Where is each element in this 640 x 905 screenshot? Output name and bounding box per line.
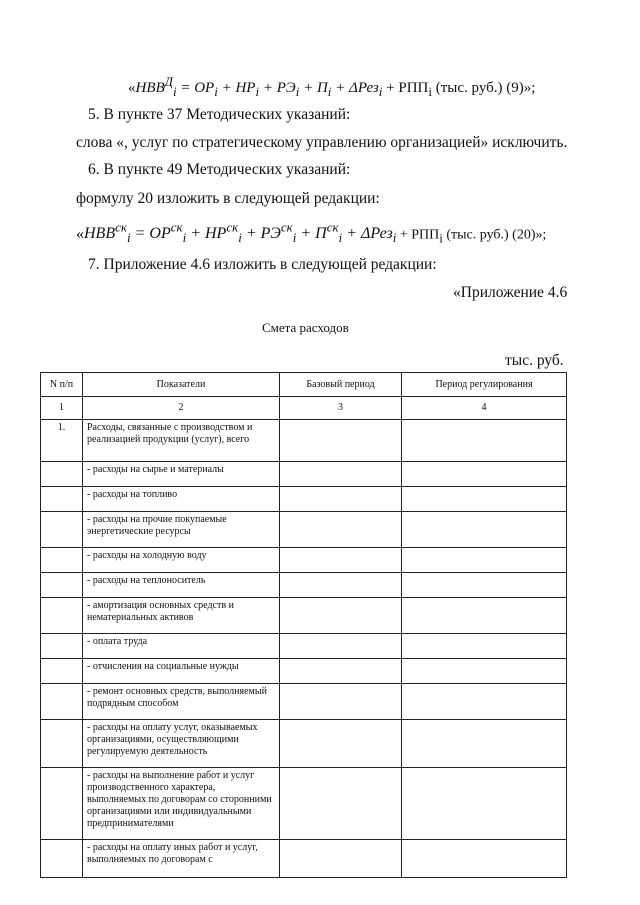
row-label: Расходы, связанные с производством и реализацией продукции (услуг), всего (83, 420, 280, 462)
table-row (41, 684, 567, 720)
formula-text: НВВ (135, 80, 165, 96)
formula-text: П (315, 225, 327, 243)
base-period-cell (280, 659, 402, 684)
regulation-period-cell (402, 720, 567, 768)
regulation-period-cell (402, 684, 567, 720)
expense-table (40, 372, 567, 878)
table-title: Смета расходов (262, 320, 349, 335)
header-row (41, 373, 567, 397)
row-number (41, 487, 83, 512)
regulation-period-cell (402, 598, 567, 634)
base-period-cell (280, 768, 402, 840)
regulation-period-cell (402, 487, 567, 512)
row-number (41, 768, 83, 840)
formula-text: = (176, 80, 195, 96)
formula-text: + (296, 225, 316, 243)
formula-sup: ск (280, 220, 293, 235)
row-label: - расходы на теплоноситель (83, 573, 280, 598)
base-period-cell (280, 573, 402, 598)
formula-text: (тыс. руб.) (20)»; (442, 227, 547, 243)
formula-text: « (128, 80, 136, 96)
paragraph-7-heading: 7. Приложение 4.6 изложить в следующей редакции: (88, 256, 437, 273)
row-label: - амортизация основных средств и нематериальных активов (83, 598, 280, 634)
regulation-period-cell (402, 768, 567, 840)
base-period-cell (280, 548, 402, 573)
formula-text: НР (235, 80, 256, 96)
formula-sub: i (392, 230, 397, 246)
base-period-cell (280, 462, 402, 487)
row-label: - расходы на сырье и материалы (83, 462, 280, 487)
regulation-period-cell (402, 548, 567, 573)
formula-sup: Д (164, 74, 173, 89)
table-row (41, 487, 567, 512)
formula-text: + (342, 225, 361, 243)
formula-sub: i (327, 84, 332, 99)
formula-text: + (241, 225, 261, 243)
formula-sub: i (292, 230, 297, 246)
row-number (41, 512, 83, 548)
formula-text: « (76, 225, 84, 243)
formula-text: РЭ (260, 225, 281, 243)
paragraph-6-text: формулу 20 изложить в следующей редакции: (76, 190, 380, 207)
table-row (41, 598, 567, 634)
formula-text: + (299, 80, 317, 96)
column-number: 1 (41, 397, 83, 420)
row-number (41, 462, 83, 487)
formula-text: ΔРез (349, 80, 379, 96)
formula-text: П (316, 80, 328, 96)
row-label: - расходы на оплату иных работ и услуг, выполняемых по договорам с (83, 840, 280, 878)
column-number: 4 (402, 397, 567, 420)
formula-text: = (130, 225, 150, 243)
base-period-cell (280, 512, 402, 548)
base-period-cell (280, 720, 402, 768)
row-label: - расходы на оплату услуг, оказываемых организациями, осуществляющими регулируемую деятельность (83, 720, 280, 768)
formula-sub: i (182, 230, 187, 246)
base-period-cell (280, 684, 402, 720)
regulation-period-cell (402, 634, 567, 659)
formula-text: + (259, 80, 277, 96)
row-label: - расходы на топливо (83, 487, 280, 512)
table-row (41, 634, 567, 659)
formula-text: (тыс. руб.) (9)»; (432, 80, 536, 96)
header-cell: Базовый период (280, 373, 402, 397)
formula-sub: i (439, 230, 443, 246)
formula-text: РЭ (276, 80, 296, 96)
formula-9 (128, 74, 535, 100)
formula-sup: ск (226, 220, 239, 235)
row-number (41, 840, 83, 878)
formula-text: + РПП (396, 227, 440, 243)
row-label: - расходы на выполнение работ и услуг производственного характера, выполняемых по договорам со сторонними организациями или индивидуальными предпринимателями (83, 768, 280, 840)
header-cell: Период регулирования (402, 373, 567, 397)
table-row (41, 840, 567, 878)
formula-sub: i (428, 84, 432, 99)
row-label: - расходы на прочие покупаемые энергетические ресурсы (83, 512, 280, 548)
regulation-period-cell (402, 462, 567, 487)
formula-sup: ск (326, 220, 339, 235)
formula-20 (76, 220, 546, 247)
row-label: - ремонт основных средств, выполняемый подрядным способом (83, 684, 280, 720)
formula-text: НВВ (84, 225, 116, 243)
paragraph-5-text: слова «, услуг по стратегическому управлению организацией» исключить. (76, 134, 568, 151)
row-label: - оплата труда (83, 634, 280, 659)
regulation-period-cell (402, 659, 567, 684)
table-row (41, 420, 567, 462)
row-label: - отчисления на социальные нужды (83, 659, 280, 684)
formula-sup: ск (115, 220, 127, 235)
formula-text: ОР (194, 80, 215, 96)
regulation-period-cell (402, 512, 567, 548)
unit-label: тыс. руб. (505, 352, 564, 369)
formula-text: + РПП (382, 80, 429, 96)
formula-sub: i (214, 84, 218, 99)
base-period-cell (280, 487, 402, 512)
formula-text: + (217, 80, 236, 96)
table-row (41, 768, 567, 840)
formula-sub: i (378, 84, 383, 99)
header-cell: Показатели (83, 373, 280, 397)
table-row (41, 720, 567, 768)
paragraph-6-heading: 6. В пункте 49 Методических указаний: (88, 161, 351, 178)
formula-sub: i (338, 230, 343, 246)
table-row (41, 659, 567, 684)
column-number-row (41, 397, 567, 420)
table-row (41, 548, 567, 573)
base-period-cell (280, 420, 402, 462)
formula-text: НР (205, 225, 227, 243)
paragraph-5-heading: 5. В пункте 37 Методических указаний: (88, 106, 351, 123)
base-period-cell (280, 634, 402, 659)
row-number (41, 720, 83, 768)
appendix-label: «Приложение 4.6 (453, 284, 568, 301)
base-period-cell (280, 598, 402, 634)
regulation-period-cell (402, 573, 567, 598)
table-row (41, 512, 567, 548)
table-row (41, 462, 567, 487)
formula-text: ОР (149, 225, 171, 243)
row-number (41, 634, 83, 659)
formula-text: ΔРез (360, 225, 393, 243)
base-period-cell (280, 840, 402, 878)
formula-sup: ск (170, 220, 183, 235)
header-cell: N п/п (41, 373, 83, 397)
row-number (41, 573, 83, 598)
row-number (41, 598, 83, 634)
column-number: 2 (83, 397, 280, 420)
formula-text: + (331, 80, 350, 96)
row-number (41, 684, 83, 720)
column-number: 3 (280, 397, 402, 420)
regulation-period-cell (402, 420, 567, 462)
table-row (41, 573, 567, 598)
row-number: 1. (41, 420, 83, 462)
formula-sub: i (126, 230, 131, 246)
formula-text: + (186, 225, 205, 243)
formula-sub: i (295, 84, 300, 99)
formula-sub: i (238, 230, 242, 246)
row-number (41, 548, 83, 573)
row-label: - расходы на холодную воду (83, 548, 280, 573)
formula-sub: i (255, 84, 260, 99)
row-number (41, 659, 83, 684)
formula-sub: i (172, 84, 177, 99)
regulation-period-cell (402, 840, 567, 878)
